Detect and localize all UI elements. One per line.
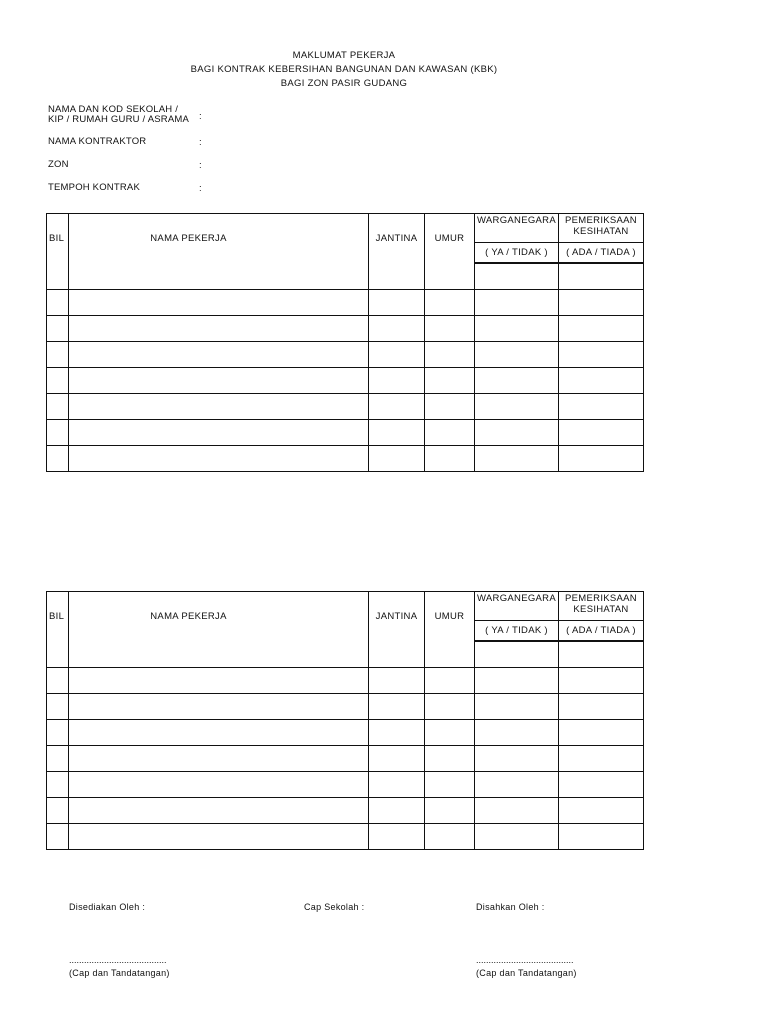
cell-pemeriksaan[interactable] bbox=[559, 668, 644, 694]
header-kesihatan: KESIHATAN bbox=[573, 226, 629, 237]
workers-table-1 bbox=[46, 213, 644, 472]
cell-pemeriksaan[interactable] bbox=[559, 290, 644, 316]
cell-pemeriksaan[interactable] bbox=[559, 798, 644, 824]
table-row bbox=[47, 694, 644, 720]
cell-bil[interactable] bbox=[47, 316, 69, 342]
cell-jantina[interactable] bbox=[369, 641, 425, 668]
cell-bil[interactable] bbox=[47, 263, 69, 290]
cell-warganegara[interactable] bbox=[475, 694, 559, 720]
cell-jantina[interactable] bbox=[369, 368, 425, 394]
table-row bbox=[47, 446, 644, 472]
cell-nama[interactable] bbox=[69, 746, 369, 772]
cell-nama[interactable] bbox=[69, 772, 369, 798]
stamp-sign-left: (Cap dan Tandatangan) bbox=[69, 968, 170, 978]
cell-warganegara[interactable] bbox=[475, 772, 559, 798]
cell-bil[interactable] bbox=[47, 798, 69, 824]
cell-jantina[interactable] bbox=[369, 420, 425, 446]
period-colon: : bbox=[199, 183, 202, 194]
cell-umur[interactable] bbox=[425, 316, 475, 342]
cell-warganegara[interactable] bbox=[475, 290, 559, 316]
header-umur: UMUR bbox=[425, 592, 475, 642]
cell-jantina[interactable] bbox=[369, 798, 425, 824]
header-bil: BIL bbox=[47, 214, 69, 264]
header-kesihatan: KESIHATAN bbox=[573, 604, 629, 615]
subheader-ada-tiada: ( ADA / TIADA ) bbox=[559, 243, 644, 264]
cell-nama[interactable] bbox=[69, 668, 369, 694]
approved-by-label: Disahkan Oleh : bbox=[476, 902, 545, 912]
cell-warganegara[interactable] bbox=[475, 263, 559, 290]
contractor-label: NAMA KONTRAKTOR bbox=[48, 136, 147, 147]
table-row bbox=[47, 316, 644, 342]
cell-nama[interactable] bbox=[69, 798, 369, 824]
cell-bil[interactable] bbox=[47, 368, 69, 394]
header-pemeriksaan: PEMERIKSAAN bbox=[565, 593, 637, 604]
cell-nama[interactable] bbox=[69, 290, 369, 316]
cell-bil[interactable] bbox=[47, 342, 69, 368]
table-row bbox=[47, 290, 644, 316]
cell-warganegara[interactable] bbox=[475, 798, 559, 824]
subheader-ada-tiada: ( ADA / TIADA ) bbox=[559, 621, 644, 642]
header-jantina: JANTINA bbox=[369, 214, 425, 264]
header-nama-pekerja: NAMA PEKERJA bbox=[69, 592, 369, 642]
cell-warganegara[interactable] bbox=[475, 420, 559, 446]
table-row bbox=[47, 746, 644, 772]
cell-umur[interactable] bbox=[425, 772, 475, 798]
table-row bbox=[47, 368, 644, 394]
cell-umur[interactable] bbox=[425, 368, 475, 394]
header-bil: BIL bbox=[47, 592, 69, 642]
cell-bil[interactable] bbox=[47, 824, 69, 850]
cell-warganegara[interactable] bbox=[475, 446, 559, 472]
cell-warganegara[interactable] bbox=[475, 824, 559, 850]
cell-umur[interactable] bbox=[425, 824, 475, 850]
header-jantina: JANTINA bbox=[369, 592, 425, 642]
subheader-ya-tidak: ( YA / TIDAK ) bbox=[475, 243, 559, 264]
cell-pemeriksaan[interactable] bbox=[559, 446, 644, 472]
cell-jantina[interactable] bbox=[369, 694, 425, 720]
header-nama-pekerja: NAMA PEKERJA bbox=[69, 214, 369, 264]
table-row bbox=[47, 720, 644, 746]
form-zone-title: BAGI ZON PASIR GUDANG bbox=[280, 78, 408, 89]
cell-bil[interactable] bbox=[47, 720, 69, 746]
school-label bbox=[48, 105, 189, 125]
table-row bbox=[47, 342, 644, 368]
cell-warganegara[interactable] bbox=[475, 394, 559, 420]
header-umur: UMUR bbox=[425, 214, 475, 264]
school-label-line-1: NAMA DAN KOD SEKOLAH / bbox=[48, 104, 179, 115]
header-pemeriksaan: PEMERIKSAAN bbox=[565, 215, 637, 226]
school-stamp-label: Cap Sekolah : bbox=[304, 902, 365, 912]
signature-line-left: ....................................... bbox=[69, 955, 167, 965]
cell-umur[interactable] bbox=[425, 668, 475, 694]
cell-jantina[interactable] bbox=[369, 316, 425, 342]
cell-nama[interactable] bbox=[69, 368, 369, 394]
cell-jantina[interactable] bbox=[369, 290, 425, 316]
cell-bil[interactable] bbox=[47, 746, 69, 772]
form-title: MAKLUMAT PEKERJA bbox=[292, 50, 396, 61]
table-row bbox=[47, 798, 644, 824]
cell-pemeriksaan[interactable] bbox=[559, 772, 644, 798]
cell-nama[interactable] bbox=[69, 342, 369, 368]
cell-umur[interactable] bbox=[425, 641, 475, 668]
cell-umur[interactable] bbox=[425, 342, 475, 368]
cell-warganegara[interactable] bbox=[475, 668, 559, 694]
cell-nama[interactable] bbox=[69, 263, 369, 290]
cell-warganegara[interactable] bbox=[475, 368, 559, 394]
cell-nama[interactable] bbox=[69, 316, 369, 342]
cell-pemeriksaan[interactable] bbox=[559, 641, 644, 668]
cell-nama[interactable] bbox=[69, 446, 369, 472]
header-warganegara: WARGANEGARA bbox=[475, 592, 559, 621]
table-row bbox=[47, 772, 644, 798]
header-pemeriksaan-kesihatan bbox=[559, 214, 644, 243]
period-label: TEMPOH KONTRAK bbox=[48, 182, 141, 193]
cell-bil[interactable] bbox=[47, 694, 69, 720]
cell-nama[interactable] bbox=[69, 420, 369, 446]
cell-umur[interactable] bbox=[425, 720, 475, 746]
cell-bil[interactable] bbox=[47, 446, 69, 472]
cell-warganegara[interactable] bbox=[475, 746, 559, 772]
cell-umur[interactable] bbox=[425, 263, 475, 290]
cell-jantina[interactable] bbox=[369, 263, 425, 290]
cell-umur[interactable] bbox=[425, 694, 475, 720]
cell-jantina[interactable] bbox=[369, 746, 425, 772]
table-row bbox=[47, 394, 644, 420]
cell-pemeriksaan[interactable] bbox=[559, 746, 644, 772]
cell-umur[interactable] bbox=[425, 290, 475, 316]
signature-line-right: ....................................... bbox=[476, 955, 574, 965]
cell-pemeriksaan[interactable] bbox=[559, 263, 644, 290]
cell-jantina[interactable] bbox=[369, 824, 425, 850]
table-row bbox=[47, 263, 644, 290]
cell-pemeriksaan[interactable] bbox=[559, 694, 644, 720]
cell-umur[interactable] bbox=[425, 746, 475, 772]
contractor-colon: : bbox=[199, 137, 202, 148]
zone-colon: : bbox=[199, 160, 202, 171]
form-subtitle: BAGI KONTRAK KEBERSIHAN BANGUNAN DAN KAWASAN (KBK) bbox=[190, 64, 498, 75]
cell-warganegara[interactable] bbox=[475, 641, 559, 668]
cell-umur[interactable] bbox=[425, 798, 475, 824]
cell-bil[interactable] bbox=[47, 394, 69, 420]
cell-bil[interactable] bbox=[47, 290, 69, 316]
cell-umur[interactable] bbox=[425, 446, 475, 472]
workers-table-2 bbox=[46, 591, 644, 850]
cell-pemeriksaan[interactable] bbox=[559, 394, 644, 420]
cell-warganegara[interactable] bbox=[475, 316, 559, 342]
cell-pemeriksaan[interactable] bbox=[559, 368, 644, 394]
cell-bil[interactable] bbox=[47, 641, 69, 668]
cell-jantina[interactable] bbox=[369, 720, 425, 746]
header-pemeriksaan-kesihatan bbox=[559, 592, 644, 621]
cell-jantina[interactable] bbox=[369, 394, 425, 420]
cell-nama[interactable] bbox=[69, 694, 369, 720]
stamp-sign-right: (Cap dan Tandatangan) bbox=[476, 968, 577, 978]
cell-jantina[interactable] bbox=[369, 668, 425, 694]
cell-umur[interactable] bbox=[425, 394, 475, 420]
cell-pemeriksaan[interactable] bbox=[559, 342, 644, 368]
cell-nama[interactable] bbox=[69, 641, 369, 668]
cell-nama[interactable] bbox=[69, 720, 369, 746]
table-row bbox=[47, 420, 644, 446]
header-warganegara: WARGANEGARA bbox=[475, 214, 559, 243]
cell-pemeriksaan[interactable] bbox=[559, 720, 644, 746]
cell-jantina[interactable] bbox=[369, 446, 425, 472]
cell-jantina[interactable] bbox=[369, 342, 425, 368]
cell-bil[interactable] bbox=[47, 420, 69, 446]
cell-pemeriksaan[interactable] bbox=[559, 824, 644, 850]
prepared-by-label: Disediakan Oleh : bbox=[69, 902, 146, 912]
cell-nama[interactable] bbox=[69, 824, 369, 850]
cell-jantina[interactable] bbox=[369, 772, 425, 798]
cell-bil[interactable] bbox=[47, 772, 69, 798]
zone-label: ZON bbox=[48, 159, 69, 170]
cell-umur[interactable] bbox=[425, 420, 475, 446]
cell-pemeriksaan[interactable] bbox=[559, 420, 644, 446]
cell-bil[interactable] bbox=[47, 668, 69, 694]
cell-warganegara[interactable] bbox=[475, 720, 559, 746]
school-label-line-2: KIP / RUMAH GURU / ASRAMA bbox=[48, 114, 190, 125]
cell-warganegara[interactable] bbox=[475, 342, 559, 368]
cell-pemeriksaan[interactable] bbox=[559, 316, 644, 342]
table-row bbox=[47, 824, 644, 850]
cell-nama[interactable] bbox=[69, 394, 369, 420]
table-row bbox=[47, 641, 644, 668]
table-row bbox=[47, 668, 644, 694]
school-colon: : bbox=[199, 111, 202, 122]
subheader-ya-tidak: ( YA / TIDAK ) bbox=[475, 621, 559, 642]
